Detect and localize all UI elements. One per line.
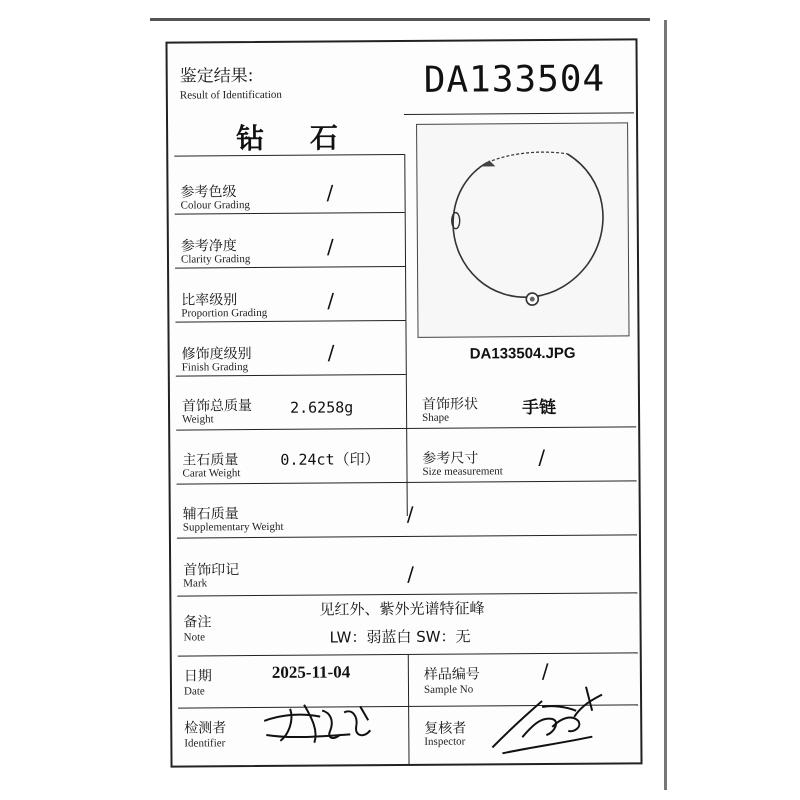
rule <box>404 112 634 115</box>
note-label: 备注 <box>183 614 212 631</box>
result-label: 鉴定结果: <box>179 66 254 87</box>
mark-value: / <box>407 561 415 586</box>
proportion-value: / <box>327 288 335 313</box>
inspector-signature <box>482 677 613 758</box>
supplementary-label-en: Supplementary Weight <box>182 520 284 534</box>
sample-no-value: / <box>541 658 549 684</box>
mark-label: 首饰印记 <box>183 562 240 579</box>
weight-label: 首饰总质量 <box>181 398 253 415</box>
shape-value: 手链 <box>521 397 557 419</box>
size-value: / <box>538 445 546 470</box>
scan-edge-right <box>664 20 667 790</box>
note-line-2: LW：弱蓝白 SW：无 <box>329 627 471 647</box>
clarity-label-en: Clarity Grading <box>180 253 251 266</box>
photo-caption: DA133504.JPG <box>469 344 576 363</box>
shape-label: 首饰形状 <box>421 396 479 413</box>
bracelet-image <box>417 123 628 336</box>
carat-value: 0.24ct（印） <box>280 450 380 469</box>
sample-no-label: 样品编号 <box>423 666 480 683</box>
weight-label-en: Weight <box>182 413 214 426</box>
scan-edge-top <box>150 18 650 21</box>
date-label: 日期 <box>183 668 212 685</box>
proportion-label: 比率级别 <box>181 292 238 309</box>
finish-value: / <box>327 340 335 365</box>
colour-label-en: Colour Grading <box>180 199 251 212</box>
rule <box>175 212 405 215</box>
inspector-label: 复核者 <box>424 720 467 737</box>
rule <box>177 592 637 596</box>
rule <box>176 374 406 377</box>
result-label-en: Result of Identification <box>179 88 282 102</box>
supplementary-label: 辅石质量 <box>182 506 239 523</box>
carat-label-en: Carat Weight <box>182 467 241 480</box>
identification-result: 钻 石 <box>236 121 357 156</box>
divider-vertical <box>404 154 408 516</box>
certificate-number: DA133504 <box>423 58 606 101</box>
rule <box>175 266 405 269</box>
identifier-signature <box>260 690 390 751</box>
jewelry-photo <box>416 122 629 337</box>
finish-label-en: Finish Grading <box>181 361 249 374</box>
shape-label-en: Shape <box>422 411 450 424</box>
identifier-label-en: Identifier <box>184 737 226 750</box>
note-label-en: Note <box>183 631 206 644</box>
size-label-en: Size measurement <box>422 465 503 478</box>
size-label: 参考尺寸 <box>422 450 479 467</box>
mark-label-en: Mark <box>183 577 208 590</box>
sample-no-label-en: Sample No <box>423 683 474 696</box>
rule <box>175 320 405 323</box>
date-label-en: Date <box>183 685 205 698</box>
note-line-1: 见红外、紫外光谱特征峰 <box>319 599 485 619</box>
colour-value: / <box>326 180 334 205</box>
identifier-label: 检测者 <box>184 720 227 737</box>
divider-vertical-lower <box>408 654 410 766</box>
finish-label: 修饰度级别 <box>181 346 252 363</box>
clarity-value: / <box>326 234 334 259</box>
date-value: 2025-11-04 <box>271 662 351 682</box>
clarity-label: 参考净度 <box>180 238 237 255</box>
weight-value: 2.6258g <box>289 398 354 417</box>
certificate-sheet <box>165 38 642 767</box>
inspector-label-en: Inspector <box>424 735 466 748</box>
proportion-label-en: Proportion Grading <box>181 306 268 320</box>
colour-label: 参考色级 <box>180 184 237 201</box>
carat-label: 主石质量 <box>182 452 239 469</box>
rule <box>177 534 637 538</box>
supplementary-value: / <box>406 501 414 526</box>
